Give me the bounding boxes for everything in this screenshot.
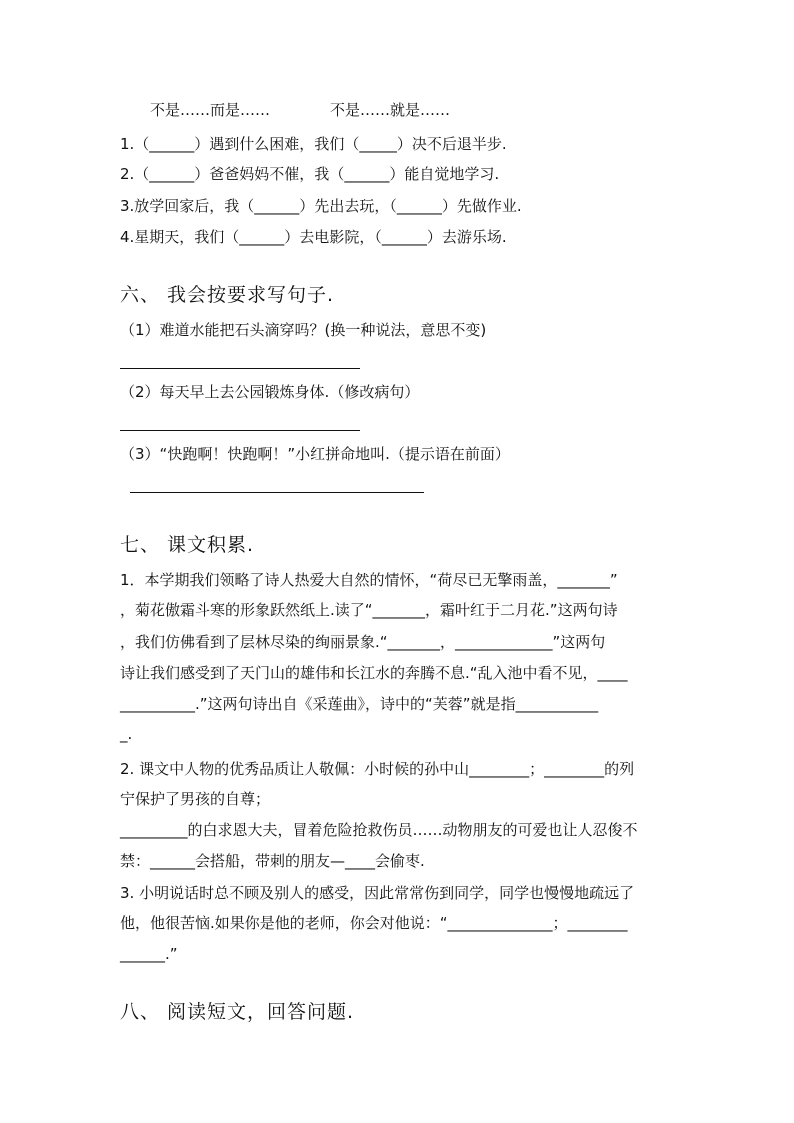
text-line: 3. 小明说话时总不顾及别人的感受，因此常常伤到同学，同学也慢慢地疏远了	[120, 884, 635, 902]
answer-line-3	[130, 492, 424, 493]
fill-item-1: 1.（______）遇到什么困难，我们（_____）决不后退半步.	[120, 135, 507, 153]
fill-item-2: 2.（______）爸爸妈妈不催，我（______）能自觉地学习.	[120, 165, 500, 183]
fill-item-4: 4.星期天，我们（______）去电影院，（______）去游乐场.	[120, 228, 507, 246]
section-6-title: 六、 我会按要求写句子.	[120, 284, 335, 306]
option-1: 不是……而是……	[150, 101, 271, 119]
answer-line-2	[120, 430, 360, 431]
section-8-title: 八、 阅读短文，回答问题.	[120, 1001, 355, 1023]
text-line: 1．本学期我们领略了诗人热爱大自然的情怀，“荷尽已无擎雨盖，_______”	[120, 571, 618, 589]
text-line: 宁保护了男孩的自尊；	[120, 790, 271, 808]
text-line: 2. 课文中人物的优秀品质让人敬佩：小时候的孙中山________；________的列	[120, 760, 635, 778]
text-line: _.	[120, 725, 133, 743]
text-line: _________的白求恩大夫，冒着危险抢救伤员……动物朋友的可爱也让人忍俊不	[120, 821, 638, 839]
option-2: 不是……就是……	[330, 101, 451, 119]
text-line: ______.”	[120, 945, 178, 963]
fill-item-3: 3.放学回家后，我（______）先出去玩，（______）先做作业.	[120, 197, 522, 215]
sentence-task-3: （3）“快跑啊！快跑啊！”小红拼命地叫.（提示语在前面）	[120, 445, 510, 463]
section-7-title: 七、 课文积累.	[120, 534, 255, 556]
text-line: ，菊花傲霜斗寒的形象跃然纸上.读了“_______，霜叶红于二月花.”这两句诗	[120, 601, 618, 619]
text-line: 诗让我们感受到了天门山的雄伟和长江水的奔腾不息.“乱入池中看不见，____	[120, 664, 628, 682]
text-line: __________.”这两句诗出自《采莲曲》，诗中的“芙蓉”就是指___________	[120, 695, 599, 713]
sentence-task-2: （2）每天早上去公园锻炼身体.（修改病句）	[120, 383, 420, 401]
text-line: 禁：______会搭船，带刺的朋友—____会偷枣.	[120, 852, 425, 870]
sentence-task-1: （1）难道水能把石头滴穿吗？(换一种说法，意思不变)	[120, 321, 487, 339]
answer-line-1	[120, 368, 360, 369]
text-line: ，我们仿佛看到了层林尽染的绚丽景象.“_______，_____________”这两句	[120, 633, 606, 651]
text-line: 他，他很苦恼.如果你是他的老师，你会对他说：“______________；________	[120, 914, 628, 932]
